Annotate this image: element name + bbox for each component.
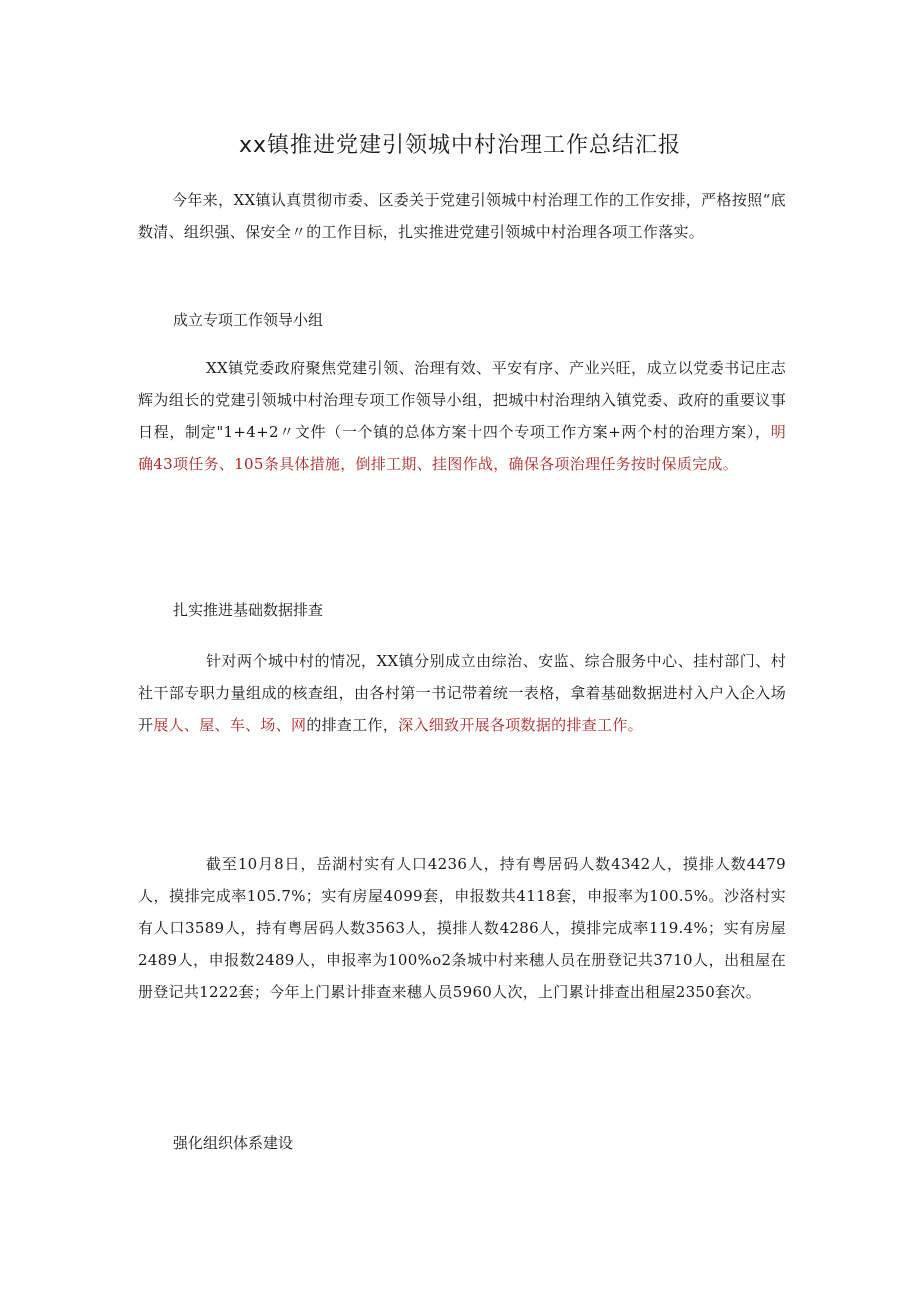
intro-paragraph: 今年来，XX镇认真贯彻市委、区委关于党建引领城中村治理工作的工作安排，严格按照“底数清、组织强、保安全〃的工作目标，扎实推进党建引领城中村治理各项工作落实。 [138,191,786,241]
data-survey-paragraph [138,645,786,741]
leadership-group-paragraph [138,352,786,480]
data-survey-highlight-1: 展人、屋、车、场、网 [153,716,307,734]
section-heading-organization: 强化组织体系建设 [173,1134,294,1152]
leadership-group-text: XX镇党委政府聚焦党建引领、治理有效、平安有序、产业兴旺，成立以党委书记庄志辉为组长的党建引领城中村治理专项工作领导小组，把城中村治理纳入镇党委、政府的重要议事日程，制定"1+4+2〃文件（一个镇的总体方案十四个专项工作方案+两个村的治理方案）， [138,359,786,441]
section-heading-data-survey: 扎实推进基础数据排查 [173,601,324,619]
data-survey-stats-paragraph: 截至10月8日，岳湖村实有人口4236人，持有粤居码人数4342人，摸排人数4479人，摸排完成率105.7%；实有房屋4099套，申报数共4118套，申报率为100.5%。沙洛村实有人口3589人，持有粤居码人数3563人，摸排人数4286人，摸排完成率119.4%；实有房屋2489人，申报数2489人，申报率为100%o2条城中村来穗人员在册登记共3710人，出租屋在册登记共1222套；今年上门累计排查来穗人员5960人次，上门累计排查出租屋2350套次。 [138,855,786,1001]
data-survey-text-2: 的排查工作， [306,716,399,734]
section-heading-leadership-group: 成立专项工作领导小组 [173,311,324,329]
data-survey-text: 针对两个城中村的情况，XX镇分别成立由综治、安监、综合服务中心、挂村部门、村社干部专职力量组成的核查组，由各村第一书记带着统一表格，拿着基础数据进村入户入企入场开 [138,652,786,734]
leadership-group-highlight: 明确43项任务、105条具体措施，倒排工期、挂图作战，确保各项治理任务按时保质完成。 [138,423,786,473]
data-survey-highlight-2: 深入细致开展各项数据的排查工作。 [398,716,643,734]
document-title: xx镇推进党建引领城中村治理工作总结汇报 [238,133,682,158]
